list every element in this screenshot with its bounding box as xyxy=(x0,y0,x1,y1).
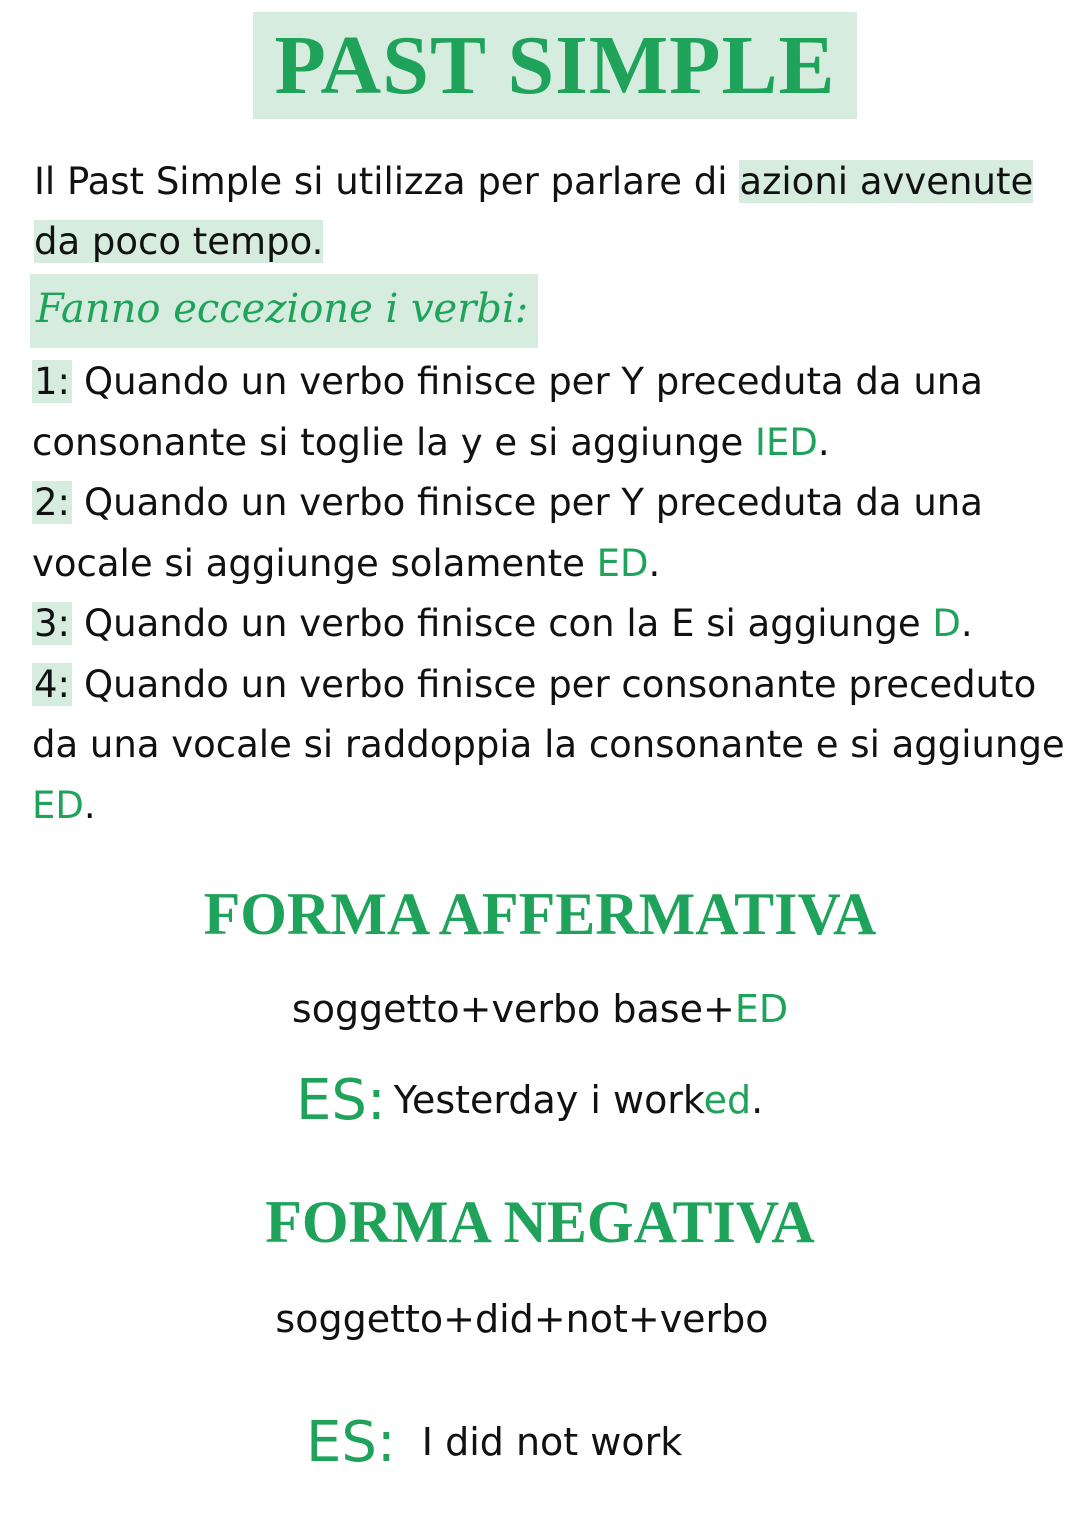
example-tail: . xyxy=(751,1078,764,1122)
intro-text: Il Past Simple si utilizza per parlare di xyxy=(34,160,740,203)
formula-ending: ED xyxy=(734,987,789,1031)
rule-tail: . xyxy=(817,420,830,464)
exception-heading: Fanno eccezione i verbi: xyxy=(30,274,538,348)
rule-text: Quando un verbo finisce per Y preceduta da una consonante si toglie la y e si aggiunge xyxy=(32,360,983,464)
example-label: ES: xyxy=(296,1068,386,1133)
intro-highlight: azioni avvenute da poco tempo. xyxy=(34,160,1034,263)
negative-formula: soggetto+did+not+verbo xyxy=(275,1297,769,1341)
formula-base: soggetto+verbo base+ xyxy=(291,987,735,1031)
example-ending: ed xyxy=(703,1078,752,1122)
affirmative-formula xyxy=(0,987,1080,1031)
example-label: ES: xyxy=(306,1410,396,1475)
rule-text: Quando un verbo finisce con la E si aggiunge xyxy=(84,602,933,645)
rule-ending: D xyxy=(932,602,961,645)
page-title: PAST SIMPLE xyxy=(274,19,836,112)
rule-ending: ED xyxy=(596,541,649,585)
rule-ending: IED xyxy=(755,420,818,464)
rule-tail: . xyxy=(648,541,661,585)
intro-paragraph xyxy=(34,152,1054,272)
rule-tail: . xyxy=(83,783,96,827)
affirmative-example xyxy=(296,1068,763,1133)
rule-tail: . xyxy=(960,602,973,645)
rule-1 xyxy=(32,352,1067,473)
rule-2 xyxy=(32,473,1067,594)
rules-list xyxy=(32,352,1067,836)
rule-ending: ED xyxy=(32,783,84,827)
negative-example xyxy=(306,1410,682,1475)
affirmative-title: FORMA AFFERMATIVA xyxy=(203,881,877,947)
rule-number: 1: xyxy=(34,360,71,403)
rule-text: Quando un verbo finisce per consonante preceduto da una vocale si raddoppia la consonante e si aggiunge xyxy=(32,662,1065,766)
rule-4 xyxy=(32,655,1067,837)
rule-number: 4: xyxy=(34,662,71,706)
example-text: Yesterday i work xyxy=(393,1078,704,1122)
example-text: I did not work xyxy=(421,1420,683,1464)
rule-number: 2: xyxy=(34,481,71,524)
title-banner xyxy=(253,12,857,119)
negative-title: FORMA NEGATIVA xyxy=(265,1189,815,1255)
rule-3 xyxy=(32,594,1067,655)
rule-text: Quando un verbo finisce per Y preceduta da una vocale si aggiunge solamente xyxy=(32,481,983,585)
rule-number: 3: xyxy=(34,602,71,645)
